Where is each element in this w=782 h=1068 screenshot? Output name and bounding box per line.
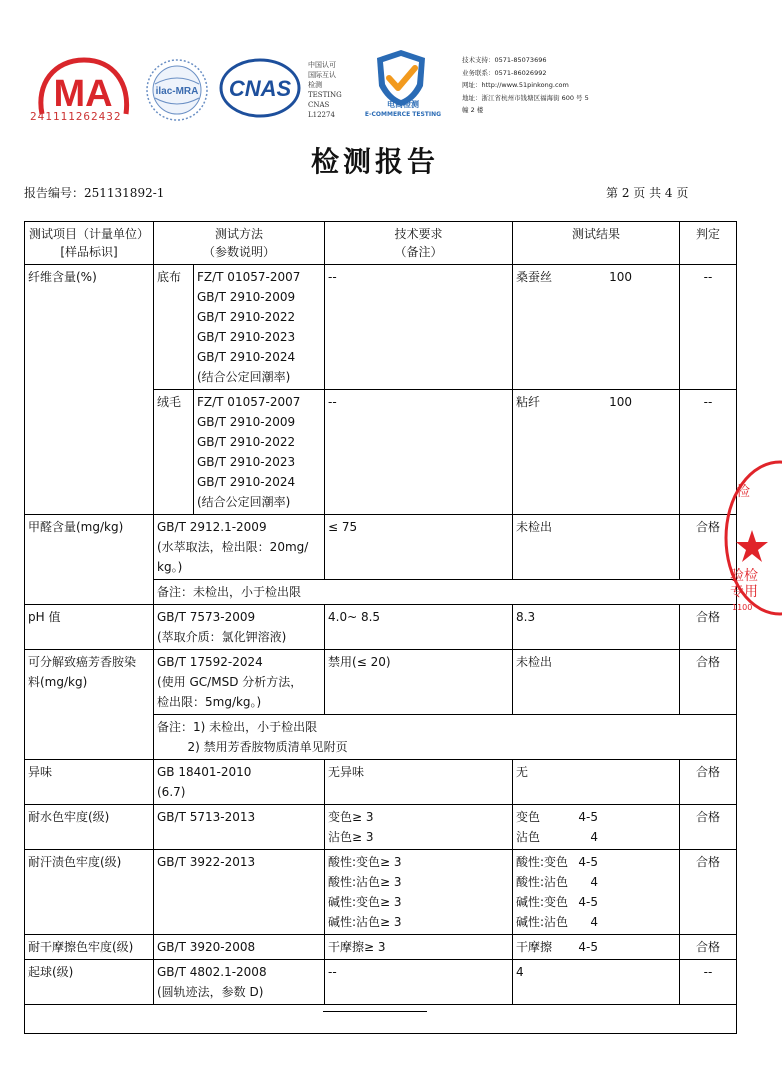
fiber-verdict: -- bbox=[680, 265, 737, 390]
contact-line: 幢 2 楼 bbox=[462, 106, 484, 114]
odor-verdict: 合格 bbox=[680, 760, 737, 805]
result-value: 4 bbox=[590, 875, 599, 889]
item-fiber: 纤维含量(%) bbox=[25, 265, 154, 515]
formaldehyde-verdict: 合格 bbox=[680, 515, 737, 580]
cma-number: 241111262432 bbox=[30, 110, 122, 123]
table-row bbox=[25, 760, 737, 805]
header-verdict: 判定 bbox=[680, 222, 737, 265]
formaldehyde-requirement: ≤ 75 bbox=[325, 515, 513, 580]
svg-text:CNAS: CNAS bbox=[228, 76, 292, 101]
item-rub: 耐干摩擦色牢度(级) bbox=[25, 935, 154, 960]
report-number: 报告编号：251131892-1 bbox=[24, 186, 165, 200]
contact-line: 网址：http://www.51pinkong.com bbox=[462, 81, 569, 89]
fiber-method: FZ/T 01057-2007 GB/T 2910-2009 GB/T 2910-2022 GB/T 2910-2023 GB/T 2910-2024 (结合公定回潮率) bbox=[194, 265, 325, 390]
svg-text:ilac-MRA: ilac-MRA bbox=[155, 86, 199, 97]
result-name: 沾色 bbox=[516, 830, 541, 844]
water-requirement: 变色≥ 3 沾色≥ 3 bbox=[325, 805, 513, 850]
header-method: 测试方法 （参数说明） bbox=[154, 222, 325, 265]
fiber-result bbox=[513, 390, 680, 515]
svg-text:1100: 1100 bbox=[732, 603, 753, 612]
cnas-note bbox=[308, 60, 358, 120]
fiber-requirement: -- bbox=[325, 390, 513, 515]
results-table bbox=[24, 221, 737, 1034]
amine-verdict: 合格 bbox=[680, 650, 737, 715]
rub-requirement: 干摩擦≥ 3 bbox=[325, 935, 513, 960]
ect-label-en: E-COMMERCE TESTING bbox=[364, 111, 442, 118]
result-value: 4 bbox=[590, 830, 599, 844]
cnas-note-line: CNAS L12274 bbox=[308, 101, 335, 119]
table-row bbox=[25, 515, 737, 580]
ecommerce-testing-label bbox=[358, 100, 448, 120]
fiber-result-value: 100 bbox=[609, 270, 633, 284]
cnas-note-line: TESTING bbox=[308, 91, 342, 99]
pilling-verdict: -- bbox=[680, 960, 737, 1005]
pilling-method: GB/T 4802.1-2008 (圆轨迹法，参数 D) bbox=[154, 960, 325, 1005]
formaldehyde-result: 未检出 bbox=[513, 515, 680, 580]
sweat-method: GB/T 3922-2013 bbox=[154, 850, 325, 935]
table-end-row bbox=[25, 1005, 737, 1034]
odor-method: GB 18401-2010 (6.7) bbox=[154, 760, 325, 805]
contact-line: 业务联系：0571-86026992 bbox=[462, 68, 547, 77]
item-amine: 可分解致癌芳香胺染 料(mg/kg) bbox=[25, 650, 154, 760]
sweat-requirement: 酸性:变色≥ 3 酸性:沾色≥ 3 碱性:变色≥ 3 碱性:沾色≥ 3 bbox=[325, 850, 513, 935]
table-row bbox=[25, 650, 737, 715]
fiber-method: FZ/T 01057-2007 GB/T 2910-2009 GB/T 2910-2022 GB/T 2910-2023 GB/T 2910-2024 (结合公定回潮率) bbox=[194, 390, 325, 515]
red-seal-stamp-icon bbox=[722, 458, 782, 618]
water-result bbox=[513, 805, 680, 850]
contact-line: 地址：浙江省杭州市钱塘区福海街 600 号 5 bbox=[462, 93, 589, 102]
fiber-result-name: 粘纤 bbox=[516, 395, 541, 409]
item-sweat: 耐汗渍色牢度(级) bbox=[25, 850, 154, 935]
cnas-note-line: 国际互认 bbox=[308, 71, 336, 79]
item-formaldehyde: 甲醛含量(mg/kg) bbox=[25, 515, 154, 605]
ph-result: 8.3 bbox=[513, 605, 680, 650]
header-logos bbox=[0, 0, 750, 135]
rub-method: GB/T 3920-2008 bbox=[154, 935, 325, 960]
contact-info bbox=[462, 54, 672, 117]
cnas-note-line: 中国认可 bbox=[308, 61, 336, 69]
result-name: 碱性:变色 bbox=[516, 895, 569, 909]
fiber-part: 绒毛 bbox=[154, 390, 194, 515]
result-name: 变色 bbox=[516, 810, 541, 824]
cnas-note-line: 检测 bbox=[308, 81, 322, 89]
ph-requirement: 4.0~ 8.5 bbox=[325, 605, 513, 650]
result-name: 碱性:沾色 bbox=[516, 915, 569, 929]
header-requirement: 技术要求 （备注） bbox=[325, 222, 513, 265]
table-row bbox=[25, 605, 737, 650]
svg-text:MA: MA bbox=[53, 73, 113, 115]
result-value: 4-5 bbox=[578, 810, 599, 824]
amine-note: 备注：1) 未检出，小于检出限 2) 禁用芳香胺物质清单见附页 bbox=[154, 715, 737, 760]
formaldehyde-note: 备注：未检出，小于检出限 bbox=[154, 580, 737, 605]
cnas-logo-icon bbox=[219, 58, 301, 118]
item-ph: pH 值 bbox=[25, 605, 154, 650]
result-value: 4-5 bbox=[578, 940, 599, 954]
water-verdict: 合格 bbox=[680, 805, 737, 850]
formaldehyde-method: GB/T 2912.1-2009 (水萃取法，检出限：20mg/ kg。) bbox=[154, 515, 325, 580]
sweat-verdict: 合格 bbox=[680, 850, 737, 935]
result-name: 酸性:变色 bbox=[516, 855, 569, 869]
item-odor: 异味 bbox=[25, 760, 154, 805]
odor-result: 无 bbox=[513, 760, 680, 805]
svg-text:检: 检 bbox=[736, 484, 750, 500]
sweat-result bbox=[513, 850, 680, 935]
amine-method: GB/T 17592-2024 (使用 GC/MSD 分析方法， 检出限：5mg/kg。) bbox=[154, 650, 325, 715]
result-value: 4 bbox=[590, 915, 599, 929]
svg-text:专用: 专用 bbox=[730, 584, 758, 600]
end-cell bbox=[25, 1005, 737, 1034]
fiber-result bbox=[513, 265, 680, 390]
table-row bbox=[25, 805, 737, 850]
odor-requirement: 无异味 bbox=[325, 760, 513, 805]
item-pilling: 起球(级) bbox=[25, 960, 154, 1005]
water-method: GB/T 5713-2013 bbox=[154, 805, 325, 850]
cma-logo-icon bbox=[34, 54, 132, 118]
table-row bbox=[25, 265, 737, 390]
item-water: 耐水色牢度(级) bbox=[25, 805, 154, 850]
result-name: 干摩擦 bbox=[516, 940, 553, 954]
svg-text:验检: 验检 bbox=[730, 568, 758, 584]
fiber-requirement: -- bbox=[325, 265, 513, 390]
report-title: 检测报告 bbox=[310, 145, 439, 178]
amine-result: 未检出 bbox=[513, 650, 680, 715]
fiber-verdict: -- bbox=[680, 390, 737, 515]
pilling-requirement: -- bbox=[325, 960, 513, 1005]
result-name: 酸性:沾色 bbox=[516, 875, 569, 889]
header-result: 测试结果 bbox=[513, 222, 680, 265]
ect-label-cn: 电商检测 bbox=[387, 100, 419, 109]
pilling-result: 4 bbox=[513, 960, 680, 1005]
ph-verdict: 合格 bbox=[680, 605, 737, 650]
page-number: 第 2 页 共 4 页 bbox=[606, 186, 689, 200]
fiber-result-name: 桑蚕丝 bbox=[516, 270, 553, 284]
contact-line: 技术支持：0571-85073696 bbox=[462, 56, 547, 64]
table-header-row bbox=[25, 222, 737, 265]
rub-result bbox=[513, 935, 680, 960]
header-item: 测试项目（计量单位） [样品标识] bbox=[25, 222, 154, 265]
table-row bbox=[25, 960, 737, 1005]
table-row bbox=[25, 850, 737, 935]
end-divider bbox=[323, 1011, 427, 1012]
ilac-mra-logo-icon bbox=[145, 58, 209, 122]
result-value: 4-5 bbox=[578, 855, 599, 869]
fiber-result-value: 100 bbox=[609, 395, 633, 409]
fiber-part: 底布 bbox=[154, 265, 194, 390]
ph-method: GB/T 7573-2009 (萃取介质：氯化钾溶液) bbox=[154, 605, 325, 650]
result-value: 4-5 bbox=[578, 895, 599, 909]
rub-verdict: 合格 bbox=[680, 935, 737, 960]
amine-requirement: 禁用(≤ 20) bbox=[325, 650, 513, 715]
table-row bbox=[25, 935, 737, 960]
